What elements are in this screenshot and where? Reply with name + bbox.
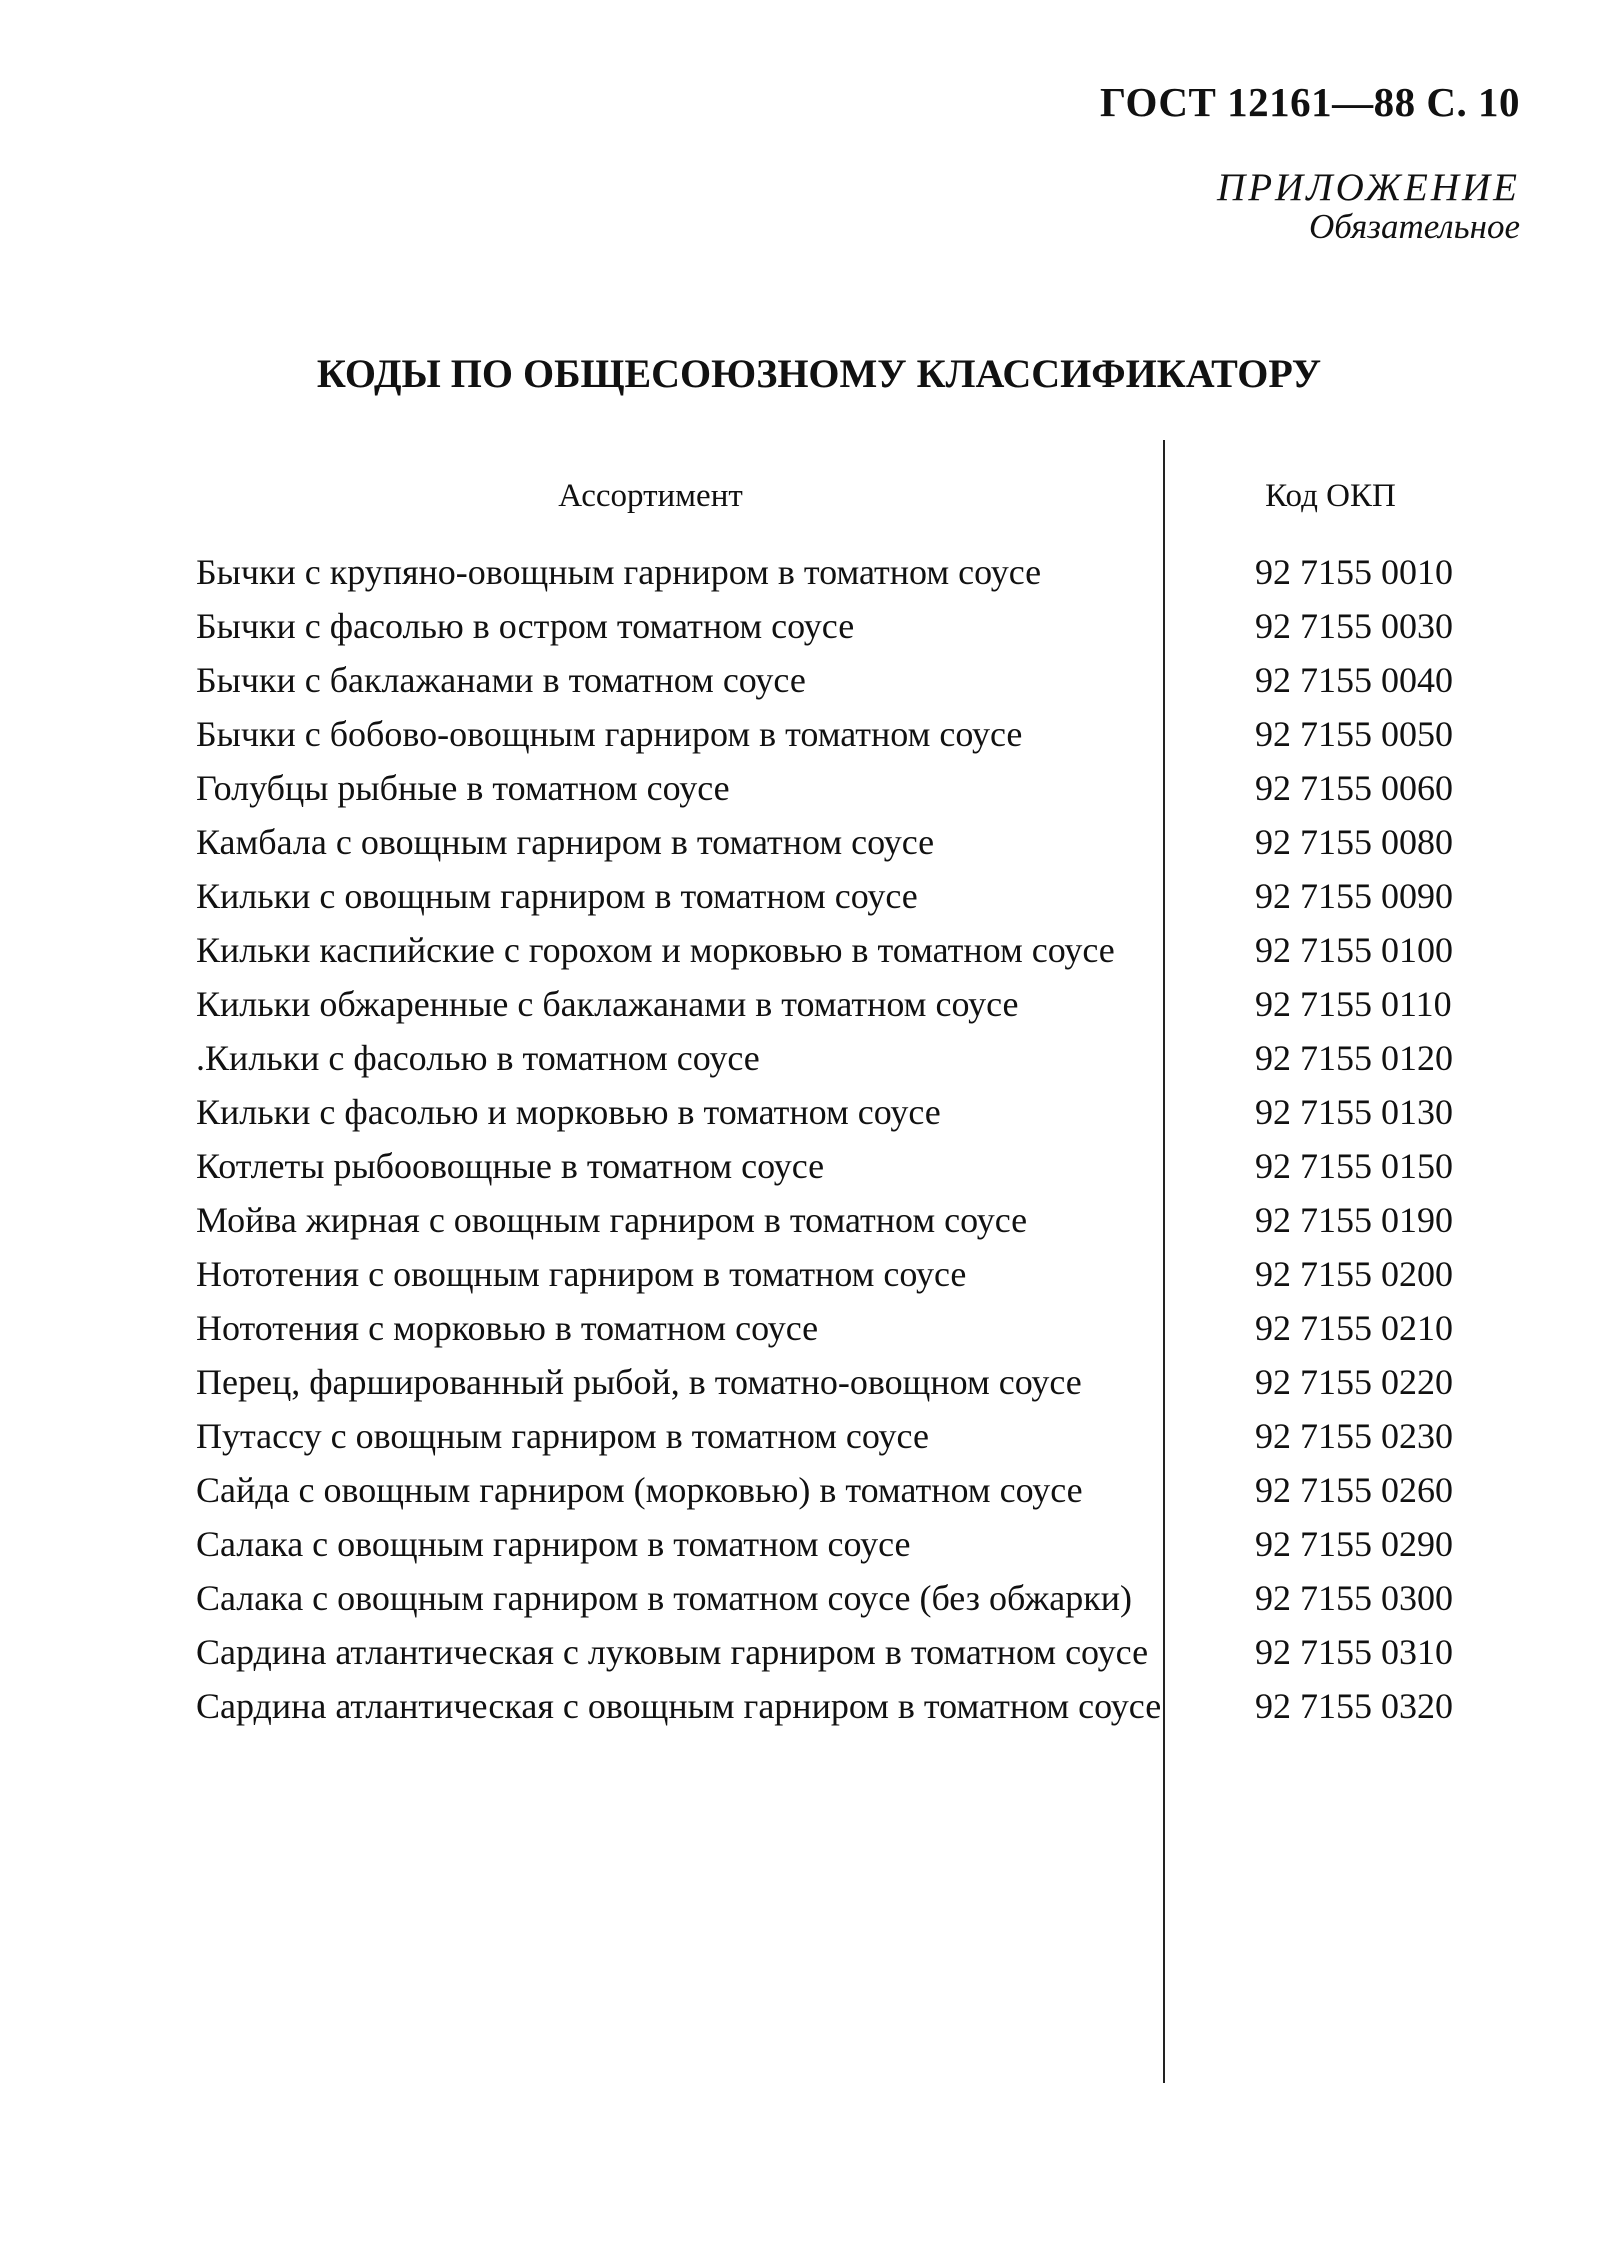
table-row: [138, 1632, 1478, 1672]
table-row: [138, 1038, 1478, 1078]
table-row: [138, 1200, 1478, 1240]
assortment-cell: Путассу с овощным гарниром в томатном соусе: [196, 1416, 929, 1456]
okp-code-cell: 92 7155 0110: [1255, 984, 1452, 1024]
assortment-cell: Голубцы рыбные в томатном соусе: [196, 768, 730, 808]
okp-code-cell: 92 7155 0040: [1255, 660, 1453, 700]
okp-code-cell: 92 7155 0210: [1255, 1308, 1453, 1348]
table-row: [138, 1362, 1478, 1402]
table-row: [138, 1092, 1478, 1132]
okp-code-cell: 92 7155 0030: [1255, 606, 1453, 646]
table-row: [138, 1470, 1478, 1510]
assortment-cell: Бычки с баклажанами в томатном соусе: [196, 660, 806, 700]
okp-code-cell: 92 7155 0130: [1255, 1092, 1453, 1132]
assortment-cell: Кильки обжаренные с баклажанами в томатном соусе: [196, 984, 1019, 1024]
assortment-cell: Бычки с бобово-овощным гарниром в томатном соусе: [196, 714, 1023, 754]
appendix-title: ПРИЛОЖЕНИЕ: [1217, 166, 1520, 209]
okp-code-cell: 92 7155 0300: [1255, 1578, 1453, 1618]
column-header-code: Код ОКП: [1265, 477, 1396, 514]
table-row: [138, 1524, 1478, 1564]
assortment-cell: Бычки с фасолью в остром томатном соусе: [196, 606, 855, 646]
okp-code-cell: 92 7155 0200: [1255, 1254, 1453, 1294]
assortment-cell: Камбала с овощным гарниром в томатном соусе: [196, 822, 935, 862]
okp-code-cell: 92 7155 0100: [1255, 930, 1453, 970]
okp-code-cell: 92 7155 0090: [1255, 876, 1453, 916]
table-body: [138, 552, 1478, 1726]
okp-code-cell: 92 7155 0060: [1255, 768, 1453, 808]
table-row: [138, 660, 1478, 700]
assortment-cell: Нототения с морковью в томатном соусе: [196, 1308, 819, 1348]
assortment-cell: Мойва жирная с овощным гарниром в томатном соусе: [196, 1200, 1028, 1240]
assortment-cell: Котлеты рыбоовощные в томатном соусе: [196, 1146, 825, 1186]
table-header: [138, 440, 1478, 552]
table-row: [138, 1254, 1478, 1294]
page-header: ГОСТ 12161—88 С. 10: [1099, 79, 1520, 125]
column-header-assortment: Ассортимент: [558, 477, 743, 514]
assortment-cell: Кильки с фасолью и морковью в томатном соусе: [196, 1092, 941, 1132]
table-row: [138, 1578, 1478, 1618]
assortment-cell: Сардина атлантическая с овощным гарниром в томатном соусе: [196, 1686, 1162, 1726]
okp-code-cell: 92 7155 0310: [1255, 1632, 1453, 1672]
assortment-cell: Кильки каспийские с горохом и морковью в томатном соусе: [196, 930, 1115, 970]
okp-code-cell: 92 7155 0260: [1255, 1470, 1453, 1510]
assortment-cell: Сайда с овощным гарниром (морковью) в томатном соусе: [196, 1470, 1083, 1510]
table-row: [138, 930, 1478, 970]
assortment-cell: Кильки с овощным гарниром в томатном соусе: [196, 876, 918, 916]
assortment-cell: Сардина атлантическая с луковым гарниром в томатном соусе: [196, 1632, 1149, 1672]
table-row: [138, 876, 1478, 916]
table-row: [138, 822, 1478, 862]
assortment-cell: .Кильки с фасолью в томатном соусе: [196, 1038, 760, 1078]
okp-code-cell: 92 7155 0230: [1255, 1416, 1453, 1456]
table-row: [138, 984, 1478, 1024]
table-row: [138, 606, 1478, 646]
assortment-cell: Перец, фаршированный рыбой, в томатно-овощном соусе: [196, 1362, 1082, 1402]
okp-code-cell: 92 7155 0220: [1255, 1362, 1453, 1402]
okp-code-cell: 92 7155 0050: [1255, 714, 1453, 754]
appendix-subtitle: Обязательное: [1309, 206, 1520, 246]
okp-code-cell: 92 7155 0150: [1255, 1146, 1453, 1186]
okp-code-cell: 92 7155 0080: [1255, 822, 1453, 862]
okp-code-cell: 92 7155 0320: [1255, 1686, 1453, 1726]
assortment-cell: Бычки с крупяно-овощным гарниром в томатном соусе: [196, 552, 1042, 592]
table-row: [138, 768, 1478, 808]
document-title: КОДЫ ПО ОБЩЕСОЮЗНОМУ КЛАССИФИКАТОРУ: [316, 351, 1322, 396]
okp-code-cell: 92 7155 0120: [1255, 1038, 1453, 1078]
appendix-label: [1217, 168, 1520, 246]
table-row: [138, 552, 1478, 592]
okp-code-cell: 92 7155 0010: [1255, 552, 1453, 592]
assortment-cell: Салака с овощным гарниром в томатном соусе: [196, 1524, 911, 1564]
okp-code-cell: 92 7155 0290: [1255, 1524, 1453, 1564]
table-row: [138, 1146, 1478, 1186]
classifier-table: [138, 440, 1478, 1740]
table-row: [138, 1686, 1478, 1726]
table-row: [138, 1416, 1478, 1456]
table-row: [138, 1308, 1478, 1348]
assortment-cell: Нототения с овощным гарниром в томатном соусе: [196, 1254, 967, 1294]
okp-code-cell: 92 7155 0190: [1255, 1200, 1453, 1240]
assortment-cell: Салака с овощным гарниром в томатном соусе (без обжарки): [196, 1578, 1132, 1618]
table-row: [138, 714, 1478, 754]
